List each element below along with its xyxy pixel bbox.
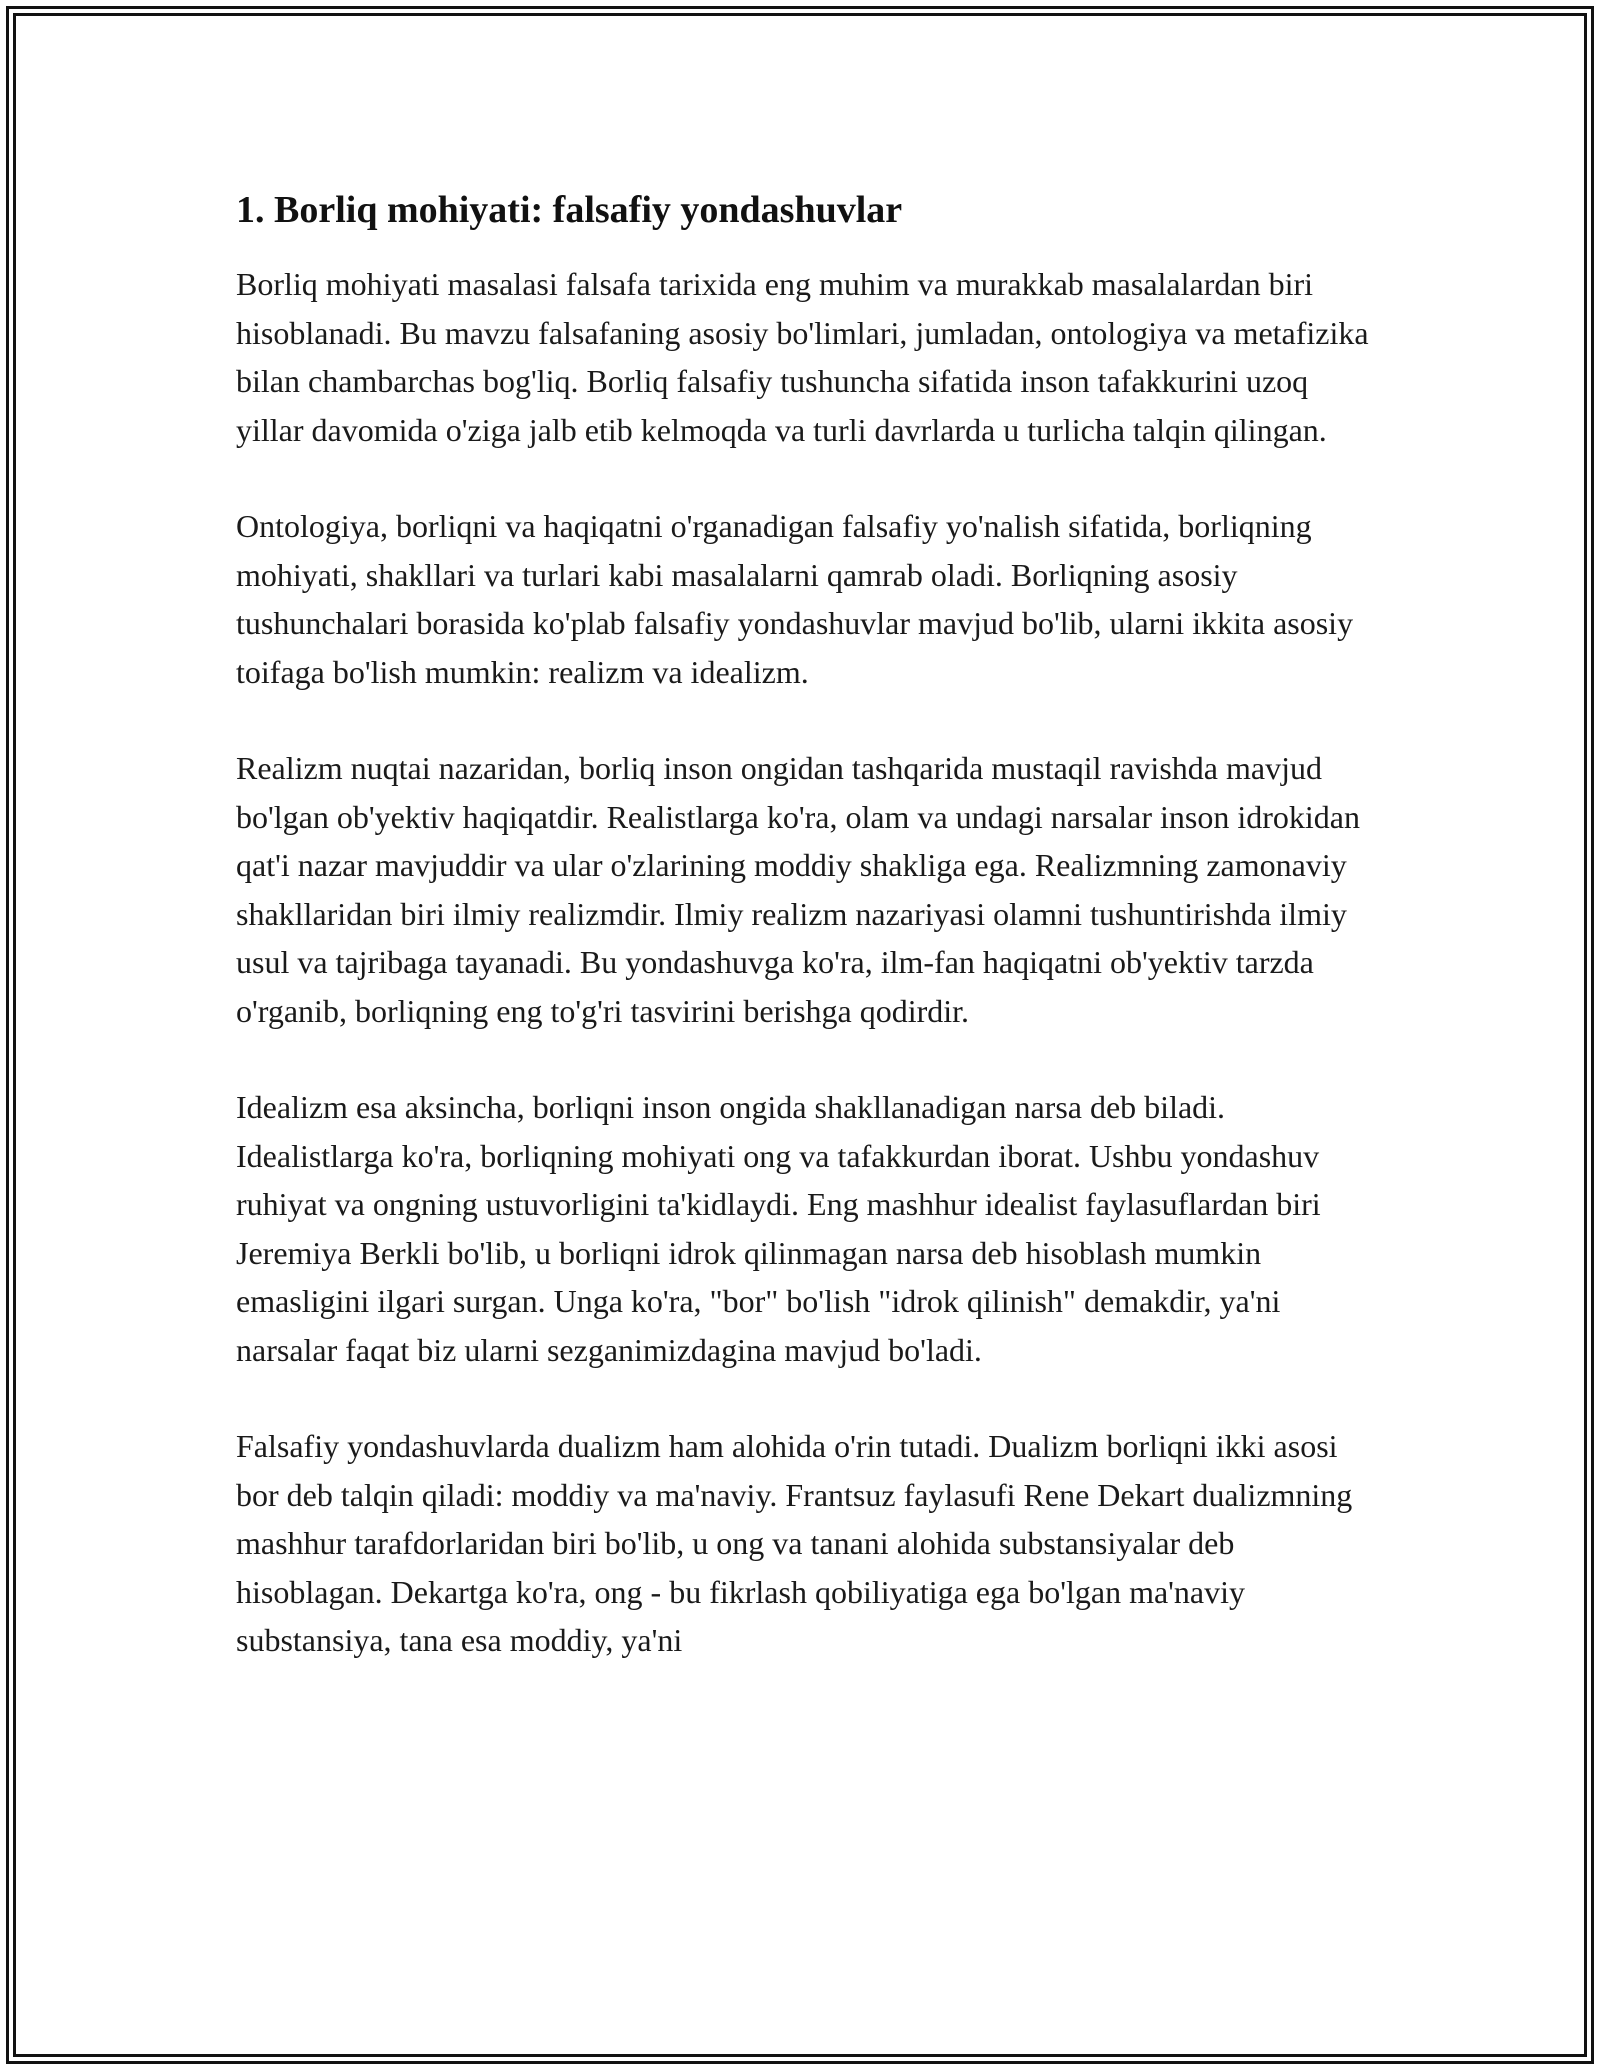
paragraph-3: Realizm nuqtai nazaridan, borliq inson ongidan tashqarida mustaqil ravishda mavjud bo'lgan ob'yektiv haqiqatdir. Realistlarga ko'ra, olam va undagi narsalar inson idrokidan qat'i nazar mavjuddir va ular o'zlarining moddiy shakliga ega. Realizmning zamonaviy shakllaridan biri ilmiy realizmdir. Ilmiy realizm nazariyasi olamni tushuntirishda ilmiy usul va tajribaga tayanadi. Bu yondashuvga ko'ra, ilm-fan haqiqatni ob'yektiv tarzda o'rganib, borliqning eng to'g'ri tasvirini berishga qodirdir. [236, 750, 1360, 1029]
section-heading: 1. Borliq mohiyati: falsafiy yondashuvlar [236, 189, 903, 231]
document-body [236, 186, 1376, 1713]
paragraph-4: Idealizm esa aksincha, borliqni inson ongida shakllanadigan narsa deb biladi. Idealistlarga ko'ra, borliqning mohiyati ong va tafakkurdan iborat. Ushbu yondashuv ruhiyat va ongning ustuvorligini ta'kidlaydi. Eng mashhur idealist faylasuflardan biri Jeremiya Berkli bo'lib, u borliqni idrok qilinmagan narsa deb hisoblash mumkin emasligini ilgari surgan. Unga ko'ra, "bor" bo'lish "idrok qilinish" demakdir, ya'ni narsalar faqat biz ularni sezganimizdagina mavjud bo'ladi. [236, 1089, 1321, 1368]
paragraph-2: Ontologiya, borliqni va haqiqatni o'rganadigan falsafiy yo'nalish sifatida, borliqning mohiyati, shakllari va turlari kabi masalalarni qamrab oladi. Borliqning asosiy tushunchalari borasida ko'plab falsafiy yondashuvlar mavjud bo'lib, ularni ikkita asosiy toifaga bo'lish mumkin: realizm va idealizm. [236, 508, 1354, 690]
paragraph-1: Borliq mohiyati masalasi falsafa tarixida eng muhim va murakkab masalalardan biri hisoblanadi. Bu mavzu falsafaning asosiy bo'limlari, jumladan, ontologiya va metafizika bilan chambarchas bog'liq. Borliq falsafiy tushuncha sifatida inson tafakkurini uzoq yillar davomida o'ziga jalb etib kelmoqda va turli davrlarda u turlicha talqin qilingan. [236, 266, 1369, 448]
paragraph-5: Falsafiy yondashuvlarda dualizm ham alohida o'rin tutadi. Dualizm borliqni ikki asosi bor deb talqin qiladi: moddiy va ma'naviy. Frantsuz faylasufi Rene Dekart dualizmning mashhur tarafdorlaridan biri bo'lib, u ong va tanani alohida substansiyalar deb hisoblagan. Dekartga ko'ra, ong - bu fikrlash qobiliyatiga ega bo'lgan ma'naviy substansiya, tana esa moddiy, ya'ni [236, 1428, 1353, 1658]
